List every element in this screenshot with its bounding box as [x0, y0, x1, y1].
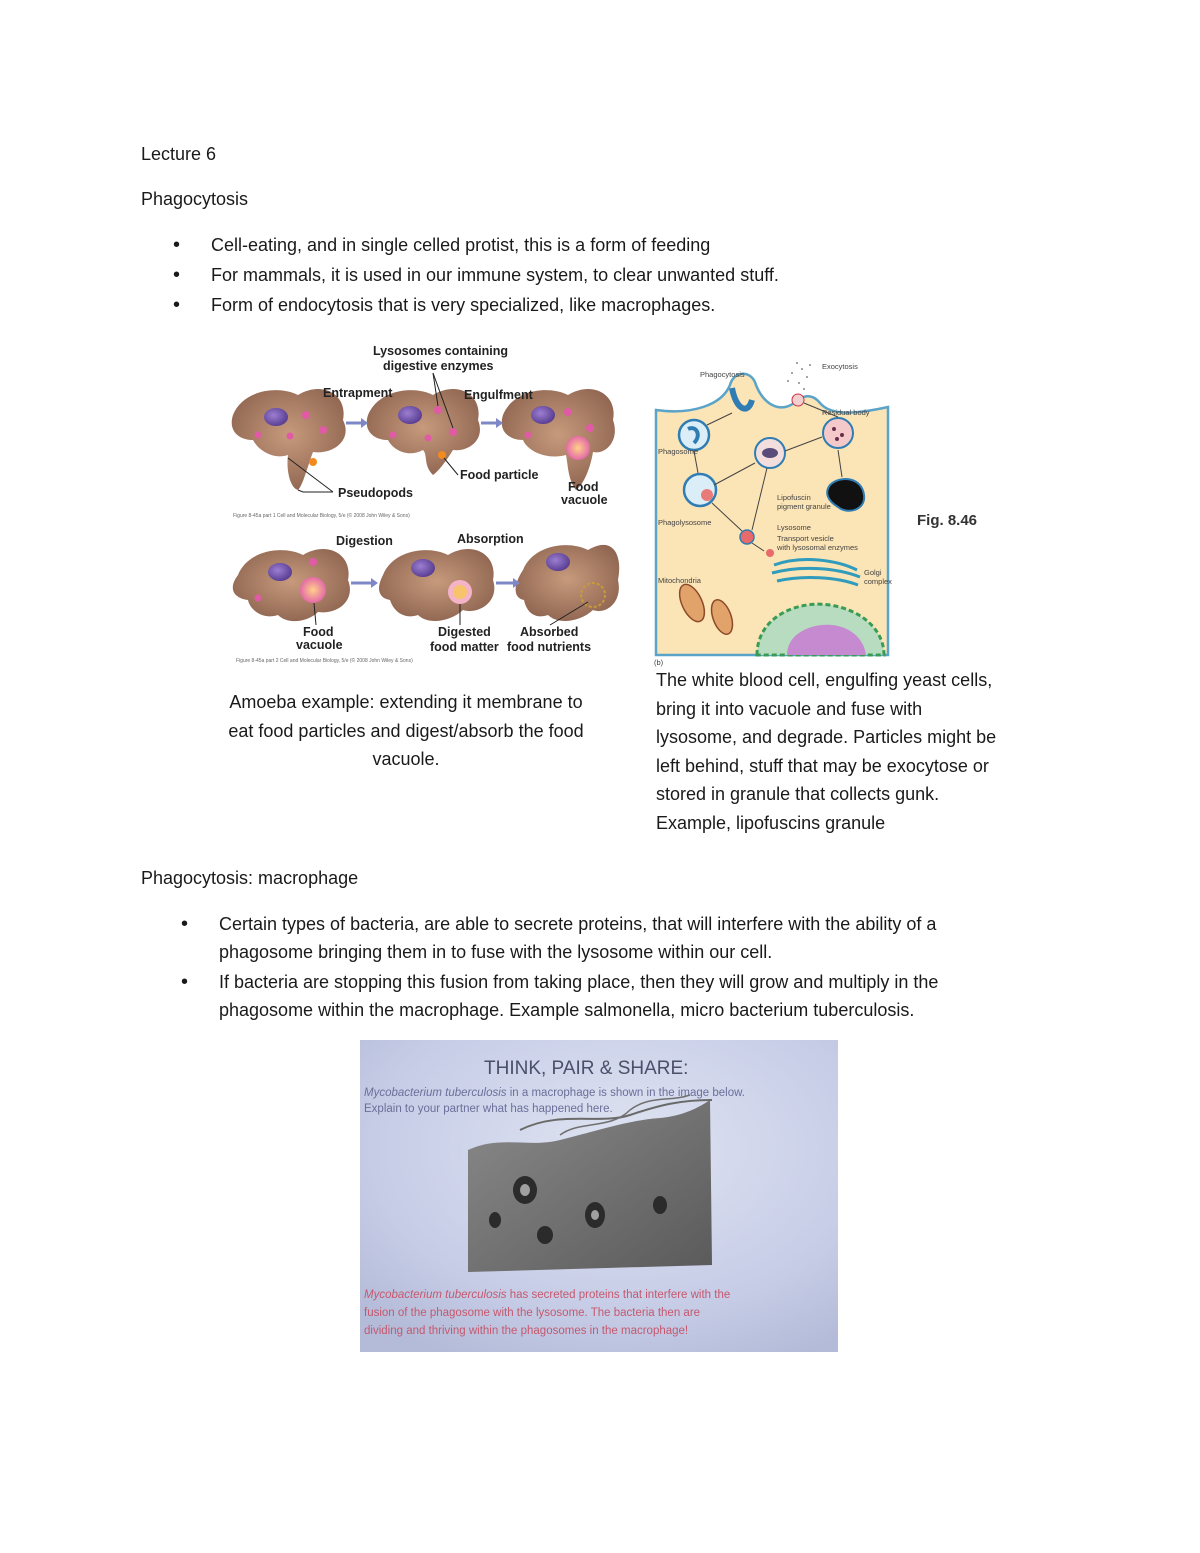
caption-line: bring it into vacuole and fuse with	[656, 698, 923, 719]
section-heading-macrophage: Phagocytosis: macrophage	[141, 868, 359, 888]
label-lysosome: Lysosome	[777, 523, 811, 532]
label-panel-b: (b)	[654, 658, 664, 667]
label-pseudopods: Pseudopods	[338, 486, 414, 500]
label-lipofuscin: Lipofuscin	[777, 493, 811, 502]
list-item-line: • Certain types of bacteria, are able to secrete proteins, that will interfere with the ability of a	[219, 914, 937, 934]
list-item: • For mammals, it is used in our immune system, to clear unwanted stuff.	[211, 261, 779, 289]
figure-number	[915, 508, 985, 532]
label-phagosome: Phagosome	[658, 447, 699, 456]
amoeba-absorption	[379, 549, 494, 621]
caption-line: vacuole.	[372, 749, 440, 769]
label-transport-vesicle: Transport vesicle	[777, 534, 834, 543]
list-item	[219, 910, 1049, 966]
slide-answer-line1: Mycobacterium tuberculosis has secreted proteins that interfere with the	[364, 1289, 731, 1301]
label-exocytosis: Exocytosis	[822, 362, 858, 371]
label-absorbed: Absorbed	[520, 625, 579, 639]
caption-line: Example, lipofuscins granule	[656, 812, 886, 833]
svg-text:Fig. 8.46: Fig. 8.46	[917, 512, 978, 529]
label-digestion: Digestion	[336, 534, 393, 548]
label-entrapment: Entrapment	[323, 386, 393, 400]
slide-answer-line2: fusion of the phagosome with the lysosome. The bacteria then are	[364, 1307, 701, 1319]
caption-line: stored in granule that collects gunk.	[656, 784, 940, 804]
list-item-line: phagosome within the macrophage. Example salmonella, micro bacterium tuberculosis.	[219, 1000, 915, 1020]
amoeba-phagocytosis-figure	[228, 340, 623, 670]
lecture-title: Lecture 6	[141, 144, 217, 164]
label-golgi: Golgi	[864, 568, 882, 577]
label-absorbed-food-nutrients: food nutrients	[507, 640, 592, 654]
caption-line: lysosome, and degrade. Particles might be	[656, 727, 997, 747]
caption-line: eat food particles and digest/absorb the food	[228, 720, 584, 741]
slide-title: THINK, PAIR & SHARE:	[484, 1058, 689, 1079]
caption-line: The white blood cell, engulfing yeast cells,	[656, 670, 993, 690]
figure-credit: Figure 8-45a part 1 Cell and Molecular Biology, 5/e (© 2008 John Wiley & Sons)	[233, 513, 410, 519]
label-food: Food	[568, 480, 599, 494]
slide-question-line2: Explain to your partner what has happened here.	[364, 1103, 613, 1115]
label-lysosomes: Lysosomes containing	[373, 344, 508, 358]
macrophage-bullet-list	[219, 910, 1049, 1024]
label-engulfment: Engulfment	[464, 388, 533, 402]
label-food-2: Food	[303, 625, 334, 639]
list-item	[219, 968, 1049, 1024]
label-lysosomal-enzymes: with lysosomal enzymes	[777, 543, 858, 552]
label-residual-body: Residual body	[822, 408, 870, 417]
label-vacuole: vacuole	[561, 493, 608, 507]
think-pair-share-slide-photo	[360, 1040, 838, 1352]
label-digested: Digested	[438, 625, 491, 639]
caption-line: left behind, stuff that may be exocytose or	[656, 755, 989, 776]
amoeba-entrapment	[232, 389, 346, 490]
label-mitochondria: Mitochondria	[658, 576, 701, 585]
label-digestive-enzymes: digestive enzymes	[383, 359, 494, 373]
label-digested-food-matter: food matter	[430, 640, 499, 654]
label-complex: complex	[864, 577, 892, 586]
list-item-line: • If bacteria are stopping this fusion from taking place, then they will grow and multiply in the	[219, 972, 939, 992]
label-pigment-granule: pigment granule	[777, 502, 831, 511]
caption-line: Amoeba example: extending it membrane to	[229, 692, 583, 712]
section-heading-phagocytosis: Phagocytosis	[141, 189, 249, 209]
label-absorption: Absorption	[457, 532, 524, 546]
label-vacuole-2: vacuole	[296, 638, 343, 652]
slide-question-line1: Mycobacterium tuberculosis in a macrophage is shown in the image below.	[364, 1087, 745, 1099]
label-food-particle: Food particle	[460, 468, 539, 482]
amoeba-caption	[200, 688, 612, 774]
label-phagocytosis: Phagocytosis	[700, 370, 745, 379]
white-blood-cell-caption	[656, 666, 1056, 837]
white-blood-cell-figure	[652, 355, 892, 667]
figure-credit: Figure 8-45a part 2 Cell and Molecular Biology, 5/e (© 2008 John Wiley & Sons)	[236, 658, 413, 664]
list-item: • Cell-eating, and in single celled protist, this is a form of feeding	[211, 231, 779, 259]
label-phagolysosome: Phagolysosome	[658, 518, 712, 527]
list-item-line: phagosome bringing them in to fuse with the lysosome within our cell.	[219, 942, 773, 962]
amoeba-absorbed	[516, 545, 620, 621]
slide-answer-line3: dividing and thriving within the phagosomes in the macrophage!	[364, 1325, 689, 1337]
amoeba-engulfment	[367, 389, 480, 475]
phagocytosis-bullet-list	[211, 231, 779, 319]
amoeba-digestion	[233, 549, 350, 621]
list-item: • Form of endocytosis that is very specialized, like macrophages.	[211, 291, 779, 319]
